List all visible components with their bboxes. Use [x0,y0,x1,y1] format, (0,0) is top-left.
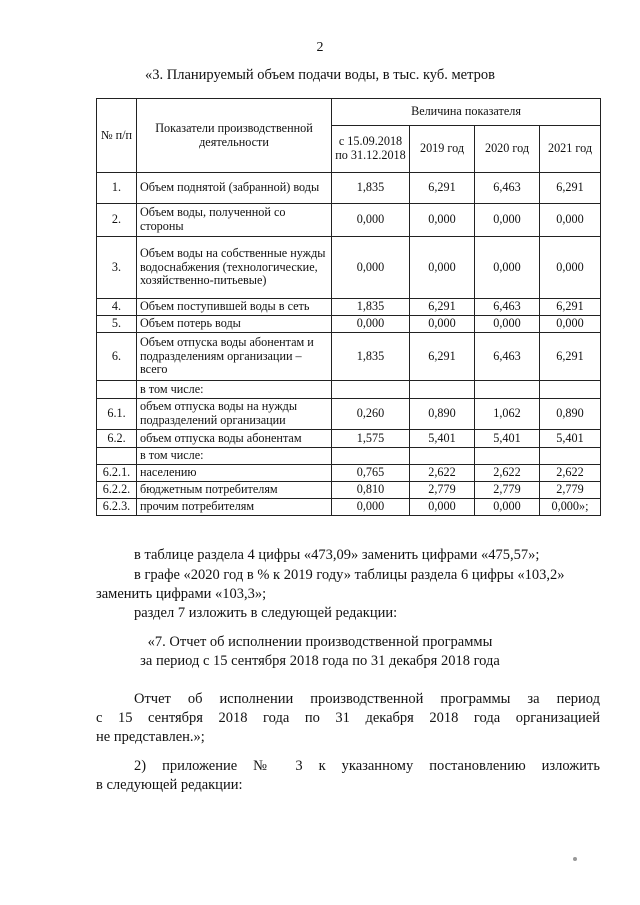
row-2021: 5,401 [540,430,601,448]
row-2021: 0,000 [540,237,601,299]
table-row [97,399,601,430]
row-2021: 6,291 [540,333,601,381]
row-2019: 0,890 [410,399,475,430]
row-2020: 0,000 [475,237,540,299]
row-2019: 5,401 [410,430,475,448]
paragraph-table6-change: в графе «2020 год в % к 2019 году» таблицы раздела 6 цифры «103,2» [134,567,565,583]
table-row [97,482,601,499]
row-name: Объем отпуска воды абонентам и подразделениям организации – всего [137,333,332,381]
table-row [97,448,601,465]
header-indicator: Показатели производственной деятельности [137,99,332,173]
row-2020 [475,448,540,465]
section7-title-cont: за период с 15 сентября 2018 года по 31 декабря 2018 года [140,653,500,669]
row-2019: 0,000 [410,237,475,299]
header-2021: 2021 год [540,126,601,173]
row-2021: 0,890 [540,399,601,430]
row-num: 6. [97,333,137,381]
row-2019: 6,291 [410,173,475,204]
row-2020: 6,463 [475,333,540,381]
water-supply-table [96,98,601,516]
row-period [332,448,410,465]
row-num [97,381,137,399]
table-row [97,299,601,316]
row-2019: 0,000 [410,499,475,516]
row-num: 6.1. [97,399,137,430]
header-num: № п/п [97,99,137,173]
row-period: 1,835 [332,333,410,381]
table-row [97,237,601,299]
row-period: 0,765 [332,465,410,482]
row-2020: 6,463 [475,299,540,316]
row-2019: 0,000 [410,204,475,237]
page-number: 2 [316,40,324,55]
row-period: 0,810 [332,482,410,499]
row-2021: 0,000 [540,316,601,333]
row-name: в том числе: [137,381,332,399]
row-name: в том числе: [137,448,332,465]
row-2020: 0,000 [475,499,540,516]
row-2019: 6,291 [410,333,475,381]
row-2019: 2,622 [410,465,475,482]
row-period: 0,000 [332,204,410,237]
paragraph-table6-change-cont: заменить цифрами «103,3»; [96,586,267,602]
row-name: объем отпуска воды на нужды подразделений организации [137,399,332,430]
row-2021: 6,291 [540,299,601,316]
header-2020: 2020 год [475,126,540,173]
row-num: 6.2.1. [97,465,137,482]
appendix-paragraph: 2) приложение № 3 к указанному постановлению изложить [134,758,600,774]
row-2020: 0,000 [475,316,540,333]
row-2020: 6,463 [475,173,540,204]
row-2021: 6,291 [540,173,601,204]
row-2020: 1,062 [475,399,540,430]
row-period: 0,000 [332,499,410,516]
row-num: 4. [97,299,137,316]
table-row [97,381,601,399]
scan-dot [573,857,577,861]
row-period: 1,575 [332,430,410,448]
row-name: Объем поступившей воды в сеть [137,299,332,316]
row-num: 3. [97,237,137,299]
row-2020 [475,381,540,399]
row-name: Объем воды на собственные нужды водоснабжения (технологические, хозяйственно-питьевые) [137,237,332,299]
row-num: 5. [97,316,137,333]
table-row [97,430,601,448]
appendix-paragraph-line2: в следующей редакции: [96,777,243,793]
row-2021 [540,448,601,465]
section7-title: «7. Отчет об исполнении производственной программы [147,634,493,650]
table-row [97,173,601,204]
row-name: населению [137,465,332,482]
row-name: Объем поднятой (забранной) воды [137,173,332,204]
row-2020: 0,000 [475,204,540,237]
row-name: объем отпуска воды абонентам [137,430,332,448]
table-row [97,465,601,482]
row-2021: 0,000 [540,204,601,237]
row-2020: 2,779 [475,482,540,499]
row-num: 6.2.3. [97,499,137,516]
row-name: прочим потребителям [137,499,332,516]
row-2021: 2,779 [540,482,601,499]
row-num: 6.2. [97,430,137,448]
paragraph-section7-intro: раздел 7 изложить в следующей редакции: [134,605,398,621]
row-num [97,448,137,465]
row-num: 1. [97,173,137,204]
row-period: 0,000 [332,316,410,333]
row-2021: 0,000»; [540,499,601,516]
header-value-group: Величина показателя [332,99,601,126]
row-num: 6.2.2. [97,482,137,499]
row-period [332,381,410,399]
table-row [97,316,601,333]
row-2019: 6,291 [410,299,475,316]
row-2019 [410,448,475,465]
row-name: Объем воды, полученной со стороны [137,204,332,237]
header-2019: 2019 год [410,126,475,173]
section-title: «3. Планируемый объем подачи воды, в тыс. куб. метров [145,67,495,83]
row-period: 0,260 [332,399,410,430]
table-row [97,204,601,237]
paragraph-table4-change: в таблице раздела 4 цифры «473,09» заменить цифрами «475,57»; [134,547,540,563]
report-paragraph: Отчет об исполнении производственной программы за период [134,691,600,707]
row-period: 1,835 [332,173,410,204]
table-row [97,333,601,381]
row-2019: 0,000 [410,316,475,333]
row-2021 [540,381,601,399]
report-paragraph-line3: не представлен.»; [96,729,205,745]
row-2019: 2,779 [410,482,475,499]
report-paragraph-line2: с 15 сентября 2018 года по 31 декабря 2018 года организацией [96,710,600,726]
row-name: Объем потерь воды [137,316,332,333]
row-2020: 5,401 [475,430,540,448]
row-period: 1,835 [332,299,410,316]
row-2019 [410,381,475,399]
row-num: 2. [97,204,137,237]
row-name: бюджетным потребителям [137,482,332,499]
row-period: 0,000 [332,237,410,299]
header-period: с 15.09.2018 по 31.12.2018 [332,126,410,173]
row-2020: 2,622 [475,465,540,482]
table-row [97,499,601,516]
row-2021: 2,622 [540,465,601,482]
